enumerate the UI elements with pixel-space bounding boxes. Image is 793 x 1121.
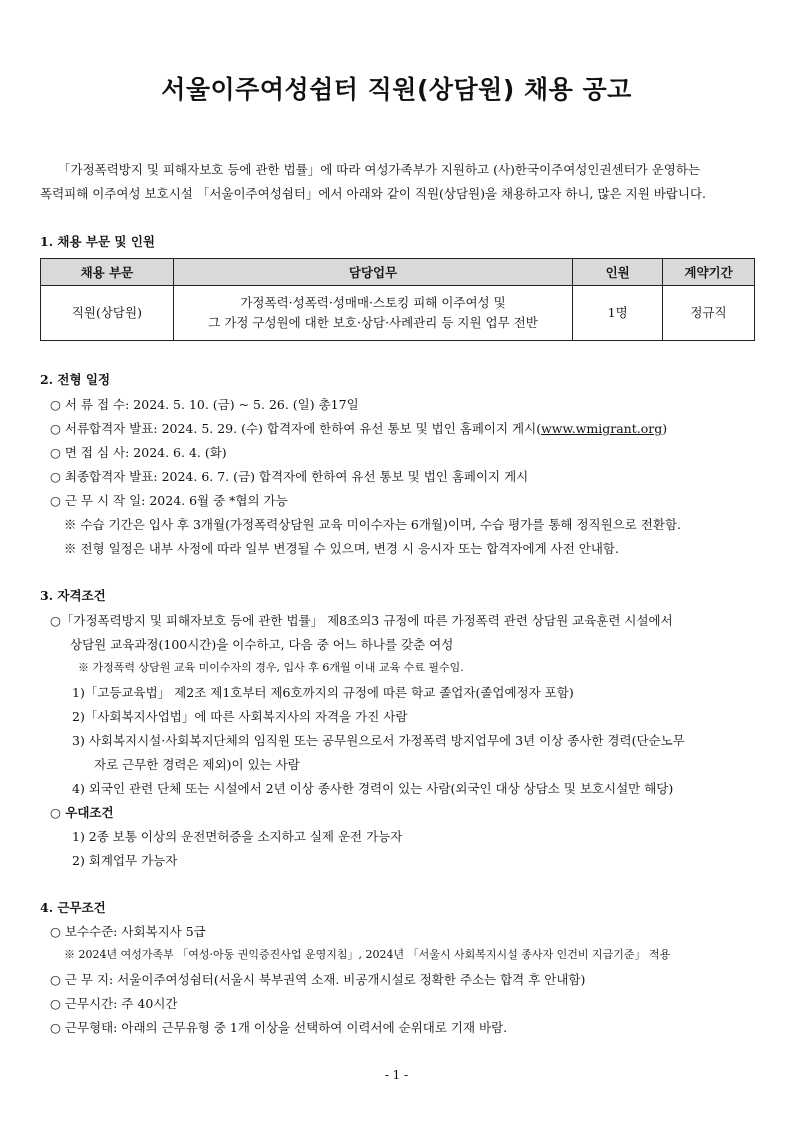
schedule-note: ※ 수습 기간은 입사 후 3개월(가정폭력상담원 교육 미이수자는 6개월)이며, 수습 평가를 통해 정직원으로 전환함.: [64, 517, 681, 532]
hours-line: ○ 근무시간: 주 40시간: [50, 996, 178, 1011]
homepage-link[interactable]: www.wmigrant.org: [541, 421, 663, 436]
header-duty: 담당업무: [173, 259, 572, 286]
work-type-line: ○ 근무형태: 아래의 근무유형 중 1개 이상을 선택하여 이력서에 순위대로 기재 바람.: [50, 1020, 508, 1035]
duty-line-2: 그 가정 구성원에 대한 보호·상담·사례관리 등 지원 업무 전반: [208, 315, 538, 330]
schedule-item: [50, 419, 667, 437]
workplace-line: ○ 근 무 지: 서울이주여성쉼터(서울시 북부권역 소재. 비공개시설로 정확한 주소는 합격 후 안내함): [50, 972, 586, 987]
section-4-heading: 4. 근무조건: [40, 900, 106, 915]
preference-item: 1) 2종 보통 이상의 운전면허증을 소지하고 실제 운전 가능자: [72, 829, 403, 844]
qualification-item: 1)「고등교육법」 제2조 제1호부터 제6호까지의 규정에 따른 학교 졸업자(졸업예정자 포함): [72, 685, 574, 700]
intro-line-1: 「가정폭력방지 및 피해자보호 등에 관한 법률」에 따라 여성가족부가 지원하고 (사)한국이주여성인권센터가 운영하는: [58, 162, 701, 177]
schedule-item: ○ 근 무 시 작 일: 2024. 6월 중 *협의 가능: [50, 493, 288, 508]
salary-line: ○ 보수수준: 사회복지사 5급: [50, 924, 206, 939]
schedule-item-text: ○ 서류합격자 발표: 2024. 5. 29. (수) 합격자에 한하여 유선 통보 및 법인 홈페이지 게시(: [50, 421, 542, 436]
schedule-note: ※ 전형 일정은 내부 사정에 따라 일부 변경될 수 있으며, 변경 시 응시자 또는 합격자에게 사전 안내함.: [64, 541, 619, 556]
qualification-item: 2)「사회복지사업법」에 따른 사회복지사의 자격을 가진 사람: [72, 709, 408, 724]
cell-duty: [173, 286, 572, 341]
page-title: 서울이주여성쉼터 직원(상담원) 채용 공고: [161, 75, 632, 104]
schedule-item: ○ 서 류 접 수: 2024. 5. 10. (금) ~ 5. 26. (일) 총17일: [50, 397, 359, 412]
qualification-note: ※ 가정폭력 상담원 교육 미이수자의 경우, 입사 후 6개월 이내 교육 수료 필수임.: [78, 661, 464, 674]
header-period: 계약기간: [663, 259, 755, 286]
schedule-item: ○ 최종합격자 발표: 2024. 6. 7. (금) 합격자에 한하여 유선 통보 및 법인 홈페이지 게시: [50, 469, 529, 484]
qualification-item: 3) 사회복지시설·사회복지단체의 임직원 또는 공무원으로서 가정폭력 방지업무에 3년 이상 종사한 경력(단순노무: [72, 733, 685, 748]
header-part: 채용 부문: [41, 259, 174, 286]
section-2-heading: 2. 전형 일정: [40, 372, 111, 387]
section-1-heading: 1. 채용 부문 및 인원: [40, 234, 155, 249]
recruit-table: [40, 258, 755, 341]
schedule-item-close: ): [662, 421, 668, 436]
salary-note: ※ 2024년 여성가족부 「여성·아동 권익증진사업 운영지침」, 2024년 「서울시 사회복지시설 종사자 인건비 지급기준」 적용: [64, 948, 671, 961]
cell-part: 직원(상담원): [41, 286, 174, 341]
page-number: - 1 -: [384, 1068, 409, 1082]
schedule-item: ○ 면 접 심 사: 2024. 6. 4. (화): [50, 445, 227, 460]
qualification-item: 4) 외국인 관련 단체 또는 시설에서 2년 이상 종사한 경력이 있는 사람(외국인 대상 상담소 및 보호시설만 해당): [72, 781, 674, 796]
table-row: [41, 286, 755, 341]
preference-item: 2) 회계업무 가능자: [72, 853, 178, 868]
intro-line-2: 폭력피해 이주여성 보호시설 「서울이주여성쉼터」에서 아래와 같이 직원(상담원)을 채용하고자 하니, 많은 지원 바랍니다.: [40, 186, 707, 201]
cell-count: 1명: [573, 286, 663, 341]
qualification-item-cont: 자로 근무한 경력은 제외)이 있는 사람: [94, 757, 300, 772]
header-count: 인원: [573, 259, 663, 286]
table-header-row: [41, 259, 755, 286]
section-3-heading: 3. 자격조건: [40, 588, 106, 603]
duty-line-1: 가정폭력·성폭력·성매매·스토킹 피해 이주여성 및: [240, 295, 506, 310]
preference-heading: ○ 우대조건: [50, 805, 114, 820]
cell-period: 정규직: [663, 286, 755, 341]
qualification-main: ○「가정폭력방지 및 피해자보호 등에 관한 법률」 제8조의3 규정에 따른 가정폭력 관련 상담원 교육훈련 시설에서: [50, 613, 673, 628]
qualification-main-cont: 상담원 교육과정(100시간)을 이수하고, 다음 중 어느 하나를 갖춘 여성: [70, 637, 454, 652]
